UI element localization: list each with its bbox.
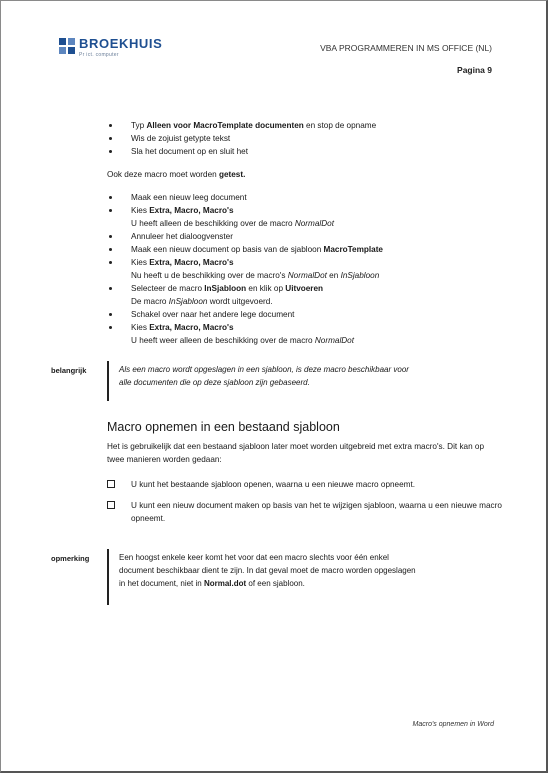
list-item: Typ Alleen voor MacroTemplate documenten en stop de opname: [107, 119, 502, 132]
list-item: Selecteer de macro InSjabloon en klik op Uitvoeren De macro InSjabloon wordt uitgevoerd.: [107, 282, 502, 308]
broekhuis-logo-icon: [59, 38, 75, 54]
note-remark: [51, 549, 502, 605]
company-logo: [59, 37, 162, 58]
header-title: VBA PROGRAMMEREN IN MS OFFICE (NL): [320, 43, 492, 53]
section-intro: Het is gebruikelijk dat een bestaand sjabloon later moet worden uitgebreid met extra macro's. Dit kan op twee manieren worden gedaan:: [107, 442, 485, 464]
logo-tagline: Pr ict. computer: [79, 52, 119, 58]
logo-name: BROEKHUIS: [79, 36, 163, 51]
list-item: U kunt een nieuw document maken op basis van het te wijzigen sjabloon, waarna u een nieuwe macro opneemt.: [107, 499, 502, 525]
list-item: Kies Extra, Macro, Macro's U heeft alleen de beschikking over de macro NormalDot: [107, 204, 502, 230]
note-divider: [107, 361, 109, 401]
note-important: [51, 361, 502, 401]
page-number: Pagina 9: [457, 65, 492, 75]
checkbox-icon: [107, 480, 115, 488]
note-divider: [107, 549, 109, 605]
list-item: Annuleer het dialoogvenster: [107, 230, 502, 243]
option-list: [107, 478, 502, 525]
list-item: Kies Extra, Macro, Macro's Nu heeft u de beschikking over de macro's NormalDot en InSjabloon: [107, 256, 502, 282]
list-item: U kunt het bestaande sjabloon openen, waarna u een nieuwe macro opneemt.: [107, 478, 502, 491]
note-text: Als een macro wordt opgeslagen in een sjabloon, is deze macro beschikbaar voor alle documenten die op deze sjabloon zijn gebaseerd.: [119, 365, 409, 387]
list-item: Wis de zojuist getypte tekst: [107, 132, 502, 145]
bullet-list-2: [107, 191, 502, 347]
checkbox-icon: [107, 501, 115, 509]
note-label: opmerking: [51, 554, 90, 563]
bullet-list-1: [107, 119, 502, 158]
list-item: Kies Extra, Macro, Macro's U heeft weer alleen de beschikking over de macro NormalDot: [107, 321, 502, 347]
list-item: Maak een nieuw document op basis van de sjabloon MacroTemplate: [107, 243, 502, 256]
section-title: Macro opnemen in een bestaand sjabloon: [107, 420, 340, 434]
list-item: Maak een nieuw leeg document: [107, 191, 502, 204]
page-content: [51, 119, 502, 605]
list-item: Sla het document op en sluit het: [107, 145, 502, 158]
page-footer: Macro's opnemen in Word: [412, 721, 494, 728]
note-text: Een hoogst enkele keer komt het voor dat een macro slechts voor één enkel document beschikbaar dient te zijn. In dat geval moet de macro worden opgeslagen in het document, niet in Normal.dot of een sjabloon.: [119, 553, 416, 588]
paragraph-test: Ook deze macro moet worden getest.: [107, 170, 246, 179]
list-item: Schakel over naar het andere lege document: [107, 308, 502, 321]
note-label: belangrijk: [51, 366, 87, 375]
